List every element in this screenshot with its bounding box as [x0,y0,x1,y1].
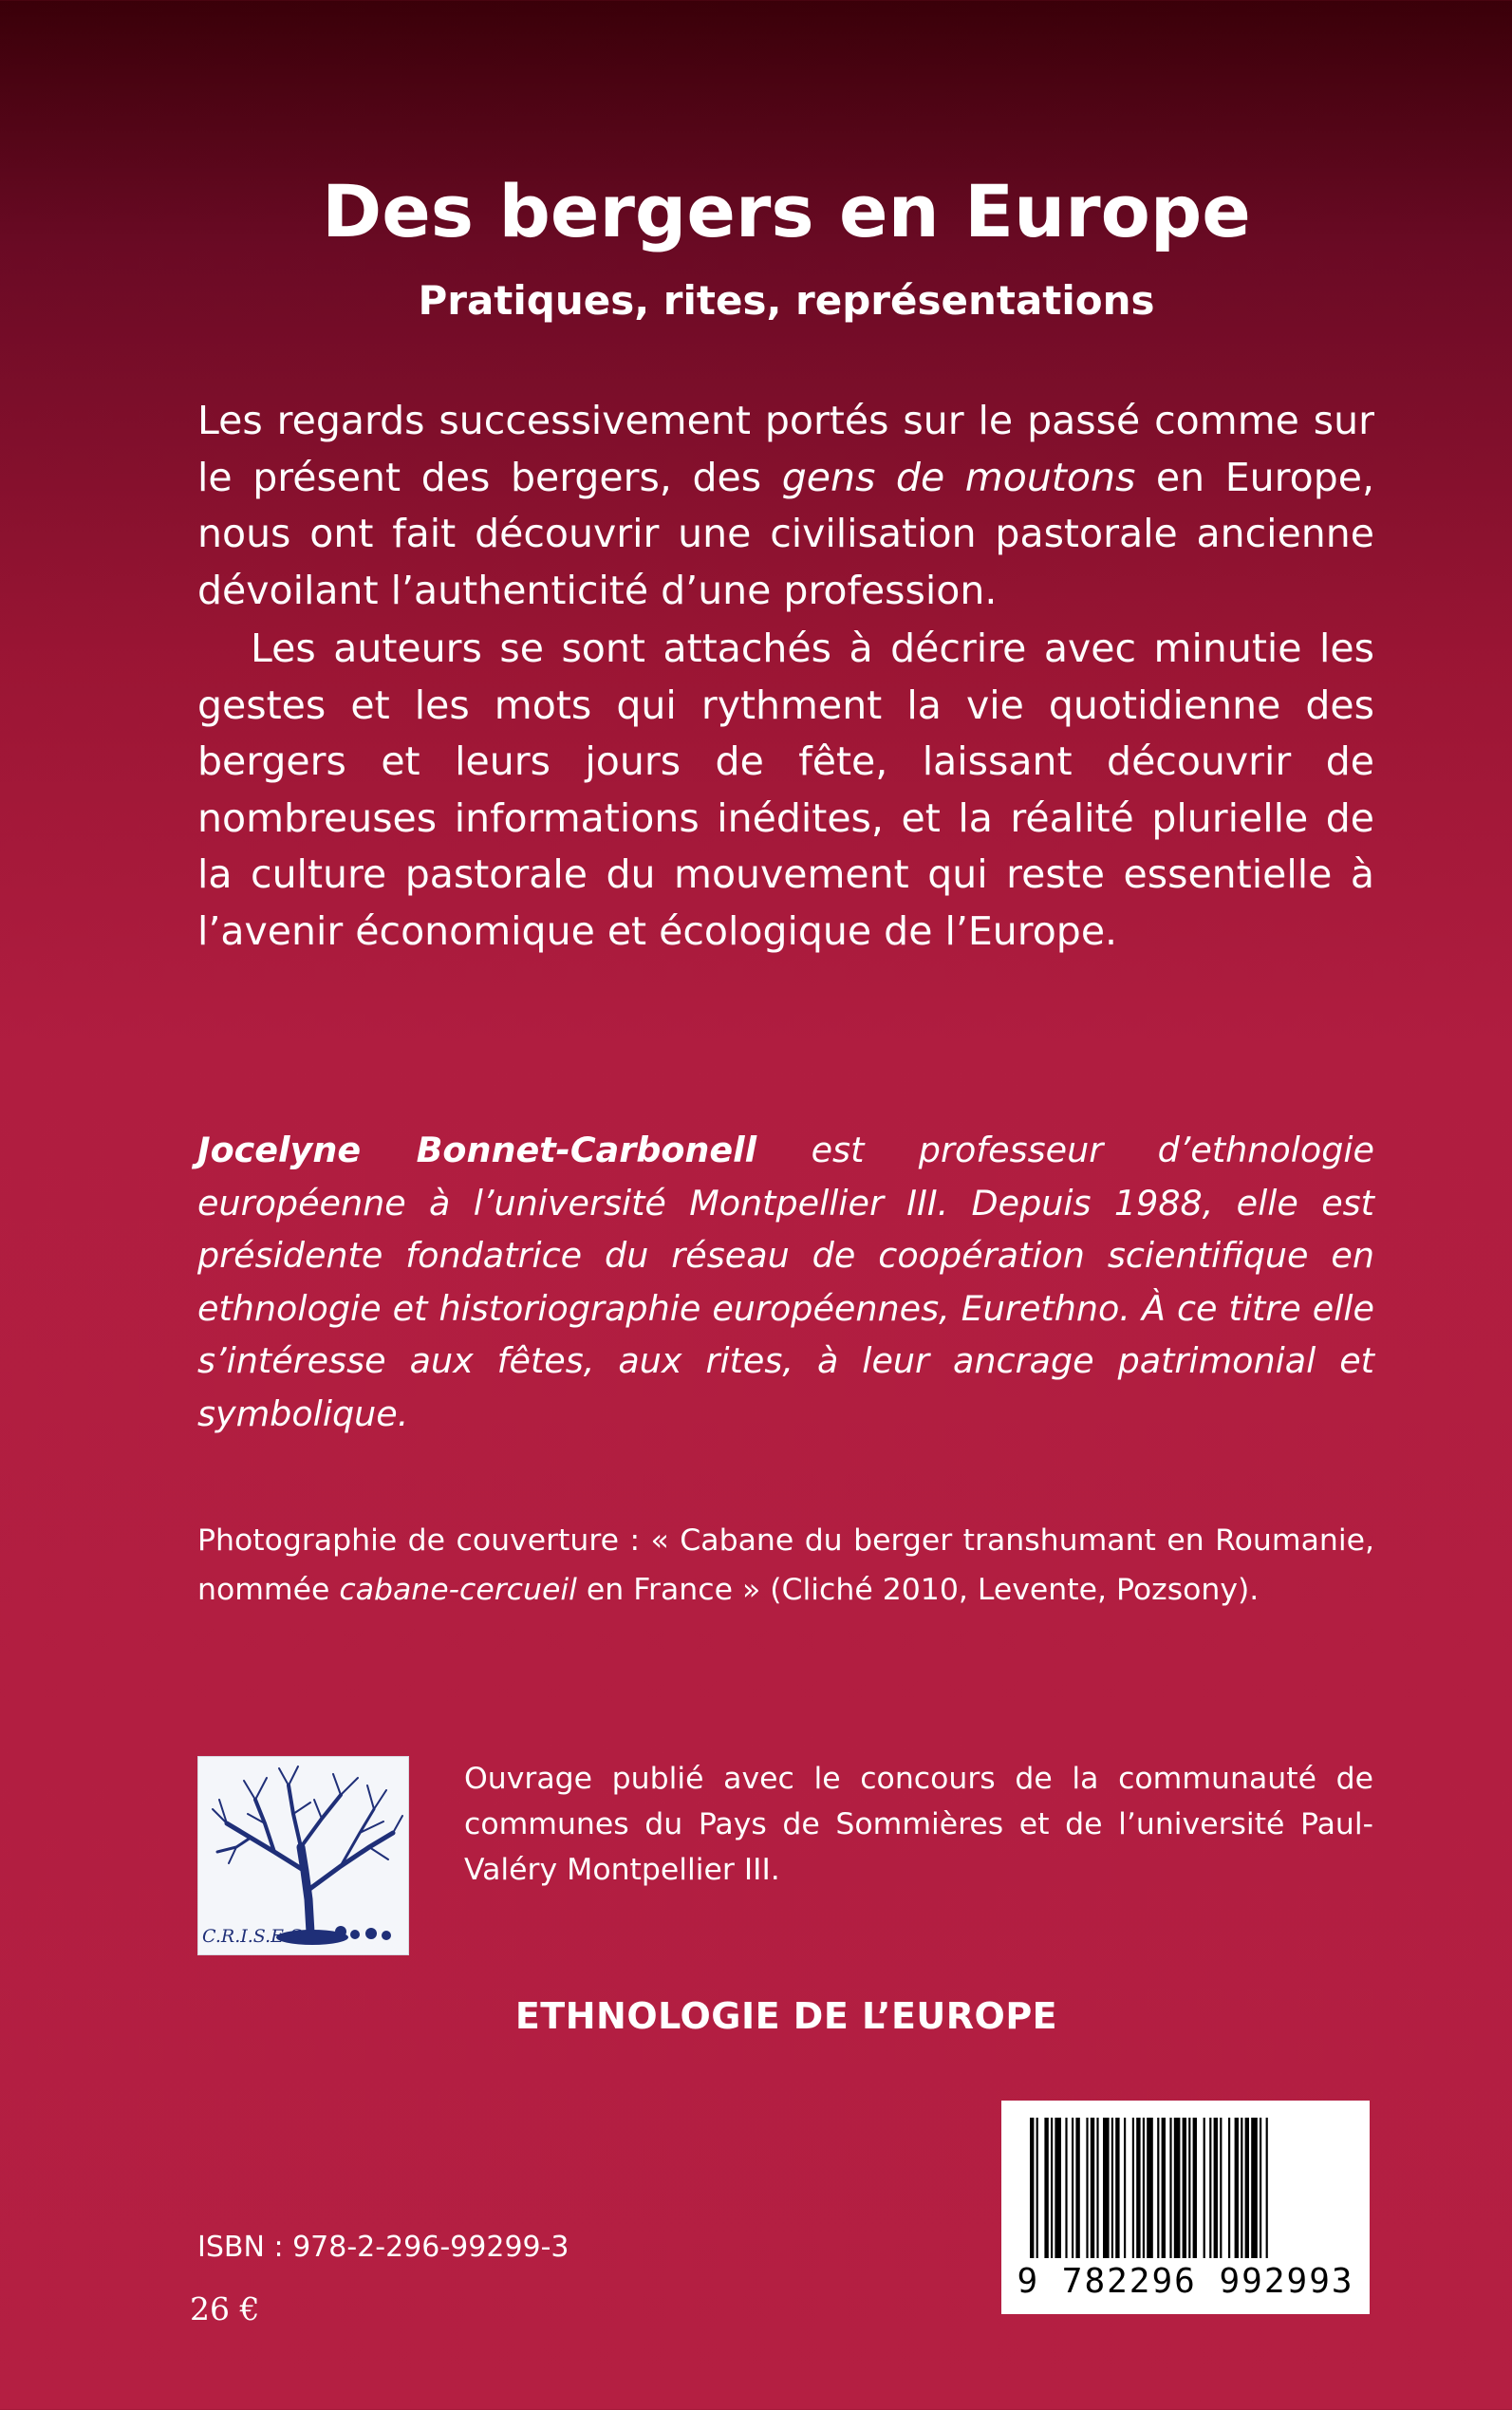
barcode-bar [1051,2118,1053,2258]
barcode-bar [1091,2118,1094,2258]
isbn: ISBN : 978-2-296-99299-3 [197,2231,569,2264]
barcode-bar [1220,2118,1222,2258]
barcode-bar [1111,2118,1113,2258]
barcode-bar [1157,2118,1159,2258]
barcode-bar [1241,2118,1242,2258]
barcode-bar [1162,2118,1166,2258]
barcode-bar [1124,2118,1126,2258]
barcode-bar [1260,2118,1261,2258]
summary-p1-start: Les regards successivement portés sur le passé comme sur le présent des bergers, des [197,398,1374,500]
photo-credit-end: en France » (Cliché 2010, Levente, Pozsony). [576,1573,1260,1607]
barcode-bar [1103,2118,1110,2258]
barcode-bar [1065,2118,1067,2258]
barcode-bar [1036,2118,1038,2258]
barcode [1001,2101,1370,2314]
photo-credit-start: Photographie de couverture : « Cabane du berger transhumant en Roumanie, nommée [197,1523,1374,1607]
barcode-bar [1075,2118,1079,2258]
publisher-note: Ouvrage publié avec le concours de la communauté de communes du Pays de Sommières et de l’université Paul-Valéry Montpellier III. [464,1762,1373,1887]
barcode-bar [1169,2118,1171,2258]
summary-p1-italic: gens de moutons [781,454,1136,500]
book-subtitle: Pratiques, rites, représentations [418,277,1155,324]
barcode-bar [1209,2118,1211,2258]
author-bio [197,1124,1374,1440]
barcode-bar [1214,2118,1218,2258]
author-name: Jocelyne Bonnet-Carbonell [197,1130,757,1170]
barcode-bar [1183,2118,1186,2258]
barcode-bar [1096,2118,1098,2258]
barcode-bar [1055,2118,1061,2258]
barcode-bar [1204,2118,1205,2258]
price: 26 € [190,2290,260,2327]
barcode-bar [1174,2118,1181,2258]
barcode-bar [1266,2118,1268,2258]
barcode-bar [1245,2118,1249,2258]
barcode-bar [1188,2118,1190,2258]
barcode-bar [1132,2118,1134,2258]
tree-icon [198,1757,408,1954]
barcode-bar [1044,2118,1048,2258]
photo-credit [197,1516,1374,1615]
book-title: Des bergers en Europe [322,169,1251,253]
barcode-bar [1086,2118,1088,2258]
barcode-bar [1251,2118,1258,2258]
summary-p1-end: en Europe, nous ont fait découvrir une civilisation pastorale ancienne dévoilant l’authenticité d’une profession. [197,454,1374,613]
barcode-bar [1235,2118,1239,2258]
barcode-bar [1030,2118,1034,2258]
logo-label: C.R.I.S.E.S. [202,1926,308,1947]
barcode-bar [1147,2118,1153,2258]
barcode-bar [1193,2118,1197,2258]
barcode-bar [1136,2118,1140,2258]
photo-credit-italic: cabane-cercueil [339,1573,577,1607]
crises-logo [197,1756,409,1955]
author-bio-text: est professeur d’ethnologie européenne à l’université Montpellier III. Depuis 1988, elle est présidente fondatrice du réseau de coopération scientifique en ethnologie et historiographie européennes, Eurethno. À ce titre elle s’intéresse aux fêtes, aux rites, à leur ancrage patrimonial et symbolique. [197,1130,1374,1434]
series-name: ETHNOLOGIE DE L’EUROPE [514,1995,1058,2037]
barcode-bar [1072,2118,1073,2258]
barcode-bar [1143,2118,1145,2258]
barcode-bar [1115,2118,1119,2258]
barcode-bar [1228,2118,1230,2258]
summary-paragraph-1 [197,393,1374,619]
barcode-digits: 9 782296 992993 [1017,2262,1354,2301]
summary-paragraph-2: Les auteurs se sont attachés à décrire avec minutie les gestes et les mots qui rythment la vie quotidienne des bergers et leurs jours de fête, laissant découvrir de nombreuses informations inédites, et la réalité plurielle de la culture pastorale du mouvement qui reste essentielle à l’avenir économique et écologique de l’Europe. [197,626,1374,954]
